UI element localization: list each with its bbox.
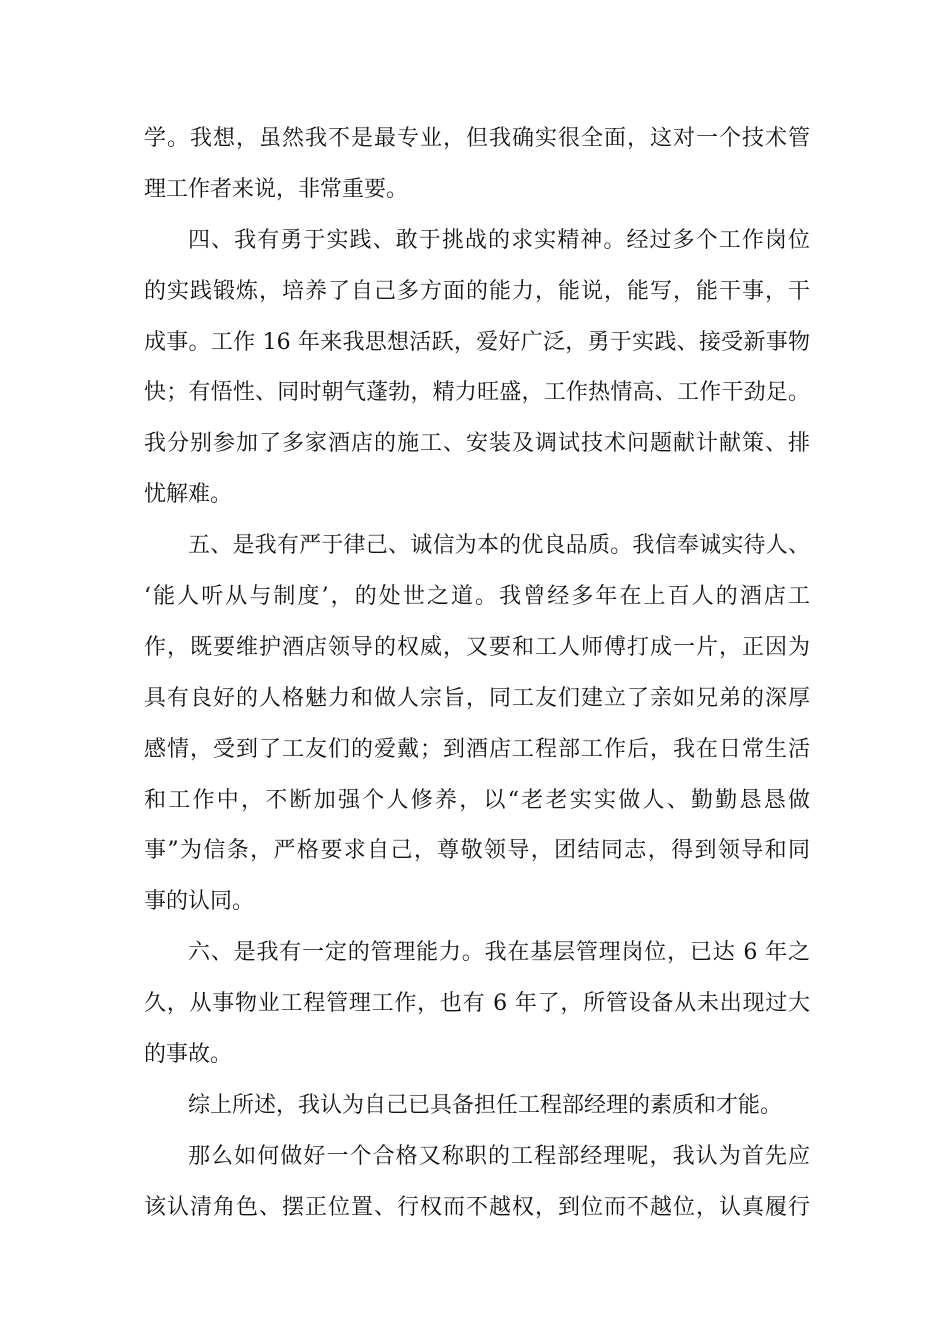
text-line: 久，从事物业工程管理工作，也有 6 年了，所管设备从未出现过大 <box>144 991 810 1017</box>
text-line: 理工作者来说，非常重要。 <box>144 176 409 202</box>
text-line: 的事故。 <box>144 1042 233 1068</box>
text-line: ‘能人听从与制度’，的处世之道。我曾经多年在上百人的酒店工 <box>144 584 810 610</box>
text-line: 事的认同。 <box>144 889 255 915</box>
text-line: 和工作中，不断加强个人修养，以“老老实实做人、勤勤恳恳做 <box>144 787 810 813</box>
text-line: 四、我有勇于实践、敢于挑战的求实精神。经过多个工作岗位 <box>188 227 810 253</box>
text-line: 事”为信条，严格要求自己，尊敬领导，团结同志，得到领导和同 <box>144 838 810 864</box>
text-line: 我分别参加了多家酒店的施工、安装及调试技术问题献计献策、排 <box>144 431 810 457</box>
document-body <box>144 114 810 1234</box>
text-line: 感情，受到了工友们的爱戴；到酒店工程部工作后，我在日常生活 <box>144 736 810 762</box>
text-line: 的实践锻炼，培养了自己多方面的能力，能说，能写，能干事，干 <box>144 278 810 304</box>
text-line: 成事。工作 16 年来我思想活跃，爱好广泛，勇于实践、接受新事物 <box>144 329 810 355</box>
text-line: 具有良好的人格魅力和做人宗旨，同工友们建立了亲如兄弟的深厚 <box>144 685 810 711</box>
text-line: 五、是我有严于律己、诚信为本的优良品质。我信奉诚实待人、 <box>188 533 810 559</box>
text-line: 快；有悟性、同时朝气蓬勃，精力旺盛，工作热情高、工作干劲足。 <box>144 380 810 406</box>
text-line: 六、是我有一定的管理能力。我在基层管理岗位，已达 6 年之 <box>188 940 810 966</box>
text-line: 该认清角色、摆正位置、行权而不越权，到位而不越位，认真履行 <box>144 1194 810 1220</box>
text-line: 那么如何做好一个合格又称职的工程部经理呢，我认为首先应 <box>188 1143 810 1169</box>
text-line: 学。我想，虽然我不是最专业，但我确实很全面，这对一个技术管 <box>144 126 810 151</box>
text-line: 作，既要维护酒店领导的权威，又要和工人师傅打成一片，正因为 <box>144 634 810 660</box>
text-line: 忧解难。 <box>144 482 233 508</box>
text-line: 综上所述，我认为自己已具备担任工程部经理的素质和才能。 <box>188 1092 783 1118</box>
